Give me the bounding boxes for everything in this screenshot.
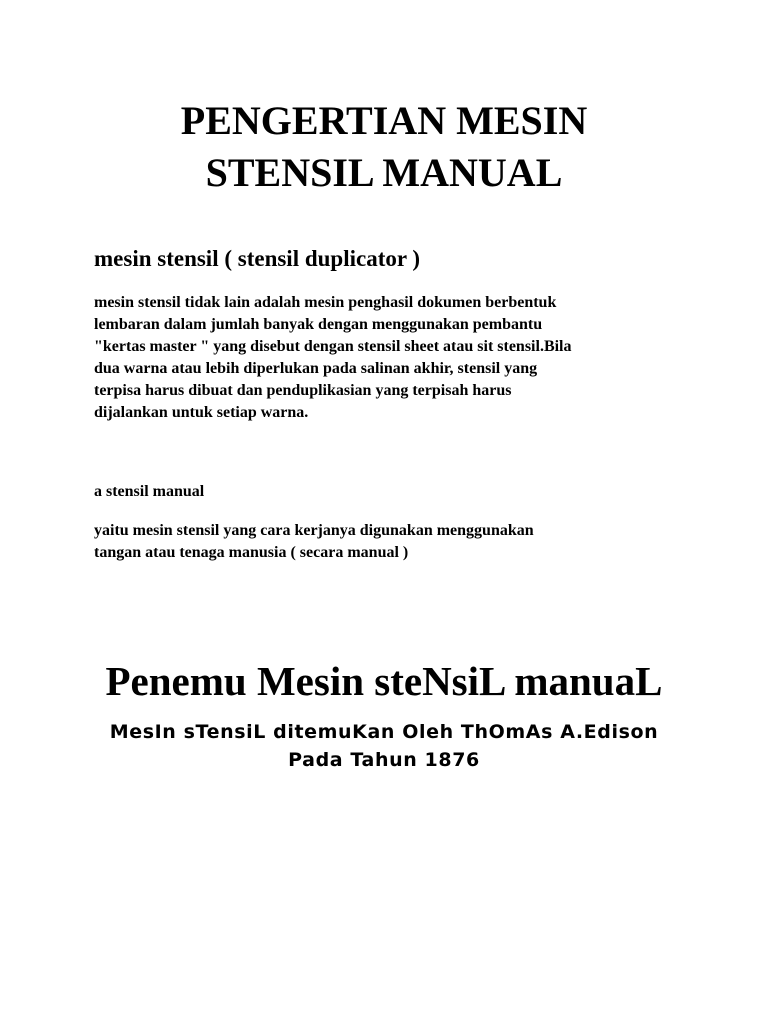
page-title-line-2: STENSIL MANUAL: [205, 150, 563, 195]
manual-description-line-2: tangan atau tenaga manusia ( secara manual ): [94, 544, 409, 561]
page-title: [0, 95, 768, 199]
definition-line-5: terpisa harus dibuat dan penduplikasian yang terpisah harus: [94, 382, 512, 399]
definition-line-4: dua warna atau lebih diperlukan pada salinan akhir, stensil yang: [94, 360, 538, 377]
definition-line-6: dijalankan untuk setiap warna.: [94, 404, 309, 421]
page-title-line-1: PENGERTIAN MESIN: [180, 98, 588, 143]
manual-description-line-1: yaitu mesin stensil yang cara kerjanya digunakan menggunakan: [94, 522, 534, 539]
section-subheading: mesin stensil ( stensil duplicator ): [94, 246, 421, 271]
definition-line-3: "kertas master " yang disebut dengan stensil sheet atau sit stensil.Bila: [94, 338, 572, 355]
inventor-statement: [0, 718, 768, 774]
inventor-heading: Penemu Mesin steNsiL manuaL: [105, 658, 663, 704]
inventor-line-1: MesIn sTensiL ditemuKan Oleh ThOmAs A.Edison: [109, 721, 659, 743]
manual-label: a stensil manual: [94, 483, 205, 500]
inventor-line-2: Pada Tahun 1876: [288, 749, 480, 771]
definition-line-2: lembaran dalam jumlah banyak dengan menggunakan pembantu: [94, 316, 543, 333]
manual-description-paragraph: [94, 520, 694, 564]
definition-paragraph: [94, 292, 694, 424]
definition-line-1: mesin stensil tidak lain adalah mesin penghasil dokumen berbentuk: [94, 294, 557, 311]
